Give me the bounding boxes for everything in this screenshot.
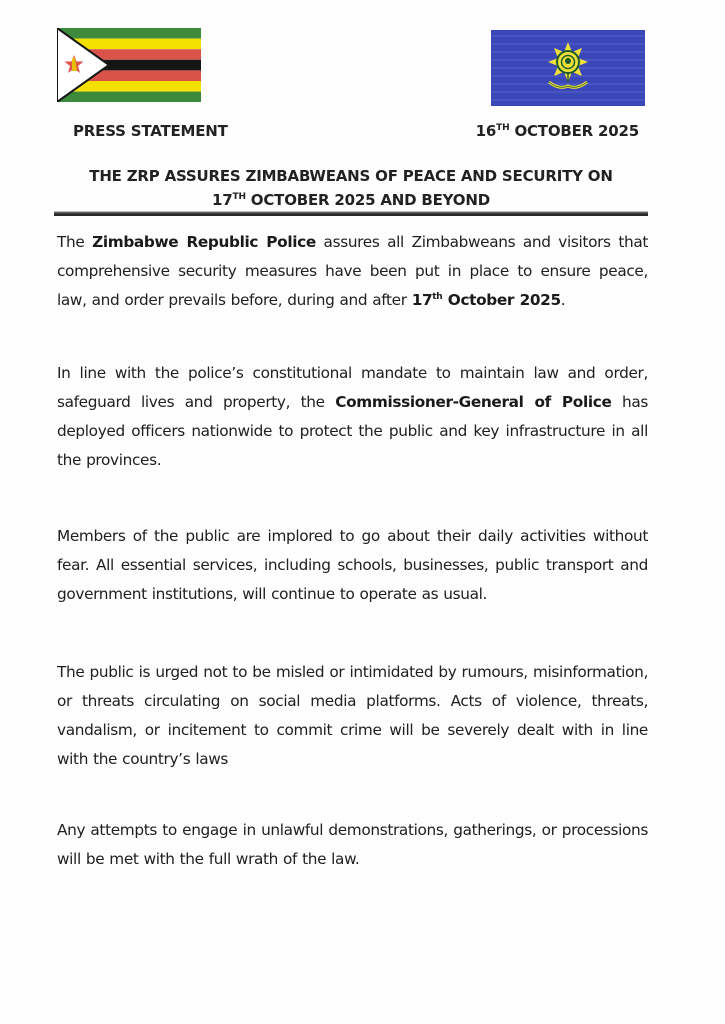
zrp-police-flag-icon <box>491 30 645 106</box>
p1-text-3: . <box>560 291 566 309</box>
headline <box>54 164 648 212</box>
paragraph-5: Any attempts to engage in unlawful demonstrations, gatherings, or processions will be met with the full wrath of the law. <box>57 821 648 868</box>
p1-bold-zrp: Zimbabwe Republic Police <box>92 233 316 251</box>
paragraph-4: The public is urged not to be misled or intimidated by rumours, misinformation, or threats circulating on social media platforms. Acts of violence, threats, vandalism, or incitement to commit crime will be severely dealt with in line with the country’s laws <box>57 663 648 768</box>
date-day: 16 <box>475 122 497 140</box>
header-divider <box>54 212 648 216</box>
paragraph-1 <box>57 228 648 315</box>
headline-line-2 <box>54 188 648 212</box>
p1-date-suffix: th <box>432 292 443 302</box>
p1-date-rest: October 2025 <box>442 291 561 309</box>
paragraph-2 <box>57 359 648 475</box>
press-statement-label: PRESS STATEMENT <box>73 122 228 140</box>
p1-bold-date <box>412 291 561 309</box>
headline-line-2-rest: OCTOBER 2025 AND BEYOND <box>245 191 490 209</box>
headline-day-suffix: TH <box>232 192 246 202</box>
p1-text-2: assures all Zimbabweans and visitors that comprehensive security measures have been put in place to ensure peace, law, and order prevails before, during and after <box>57 233 648 309</box>
p2-bold-commissioner: Commissioner-General of Police <box>335 393 612 411</box>
p1-date-day: 17 <box>411 291 433 309</box>
zimbabwe-flag-icon <box>57 28 201 102</box>
p1-text-1: The <box>57 233 93 251</box>
p2-text-2: has deployed officers nationwide to protect the public and key infrastructure in all the provinces. <box>57 393 648 469</box>
headline-line-1: THE ZRP ASSURES ZIMBABWEANS OF PEACE AND SECURITY ON <box>89 167 613 185</box>
statement-date <box>476 122 639 140</box>
paragraph-3: Members of the public are implored to go about their daily activities without fear. All essential services, including schools, businesses, public transport and government institutions, will continue to operate as usual. <box>57 527 648 603</box>
p2-text-1: In line with the police’s constitutional mandate to maintain law and order, safeguard lives and property, the <box>57 364 648 411</box>
date-rest: OCTOBER 2025 <box>509 122 639 140</box>
headline-day: 17 <box>212 191 233 209</box>
date-suffix: TH <box>496 123 510 133</box>
